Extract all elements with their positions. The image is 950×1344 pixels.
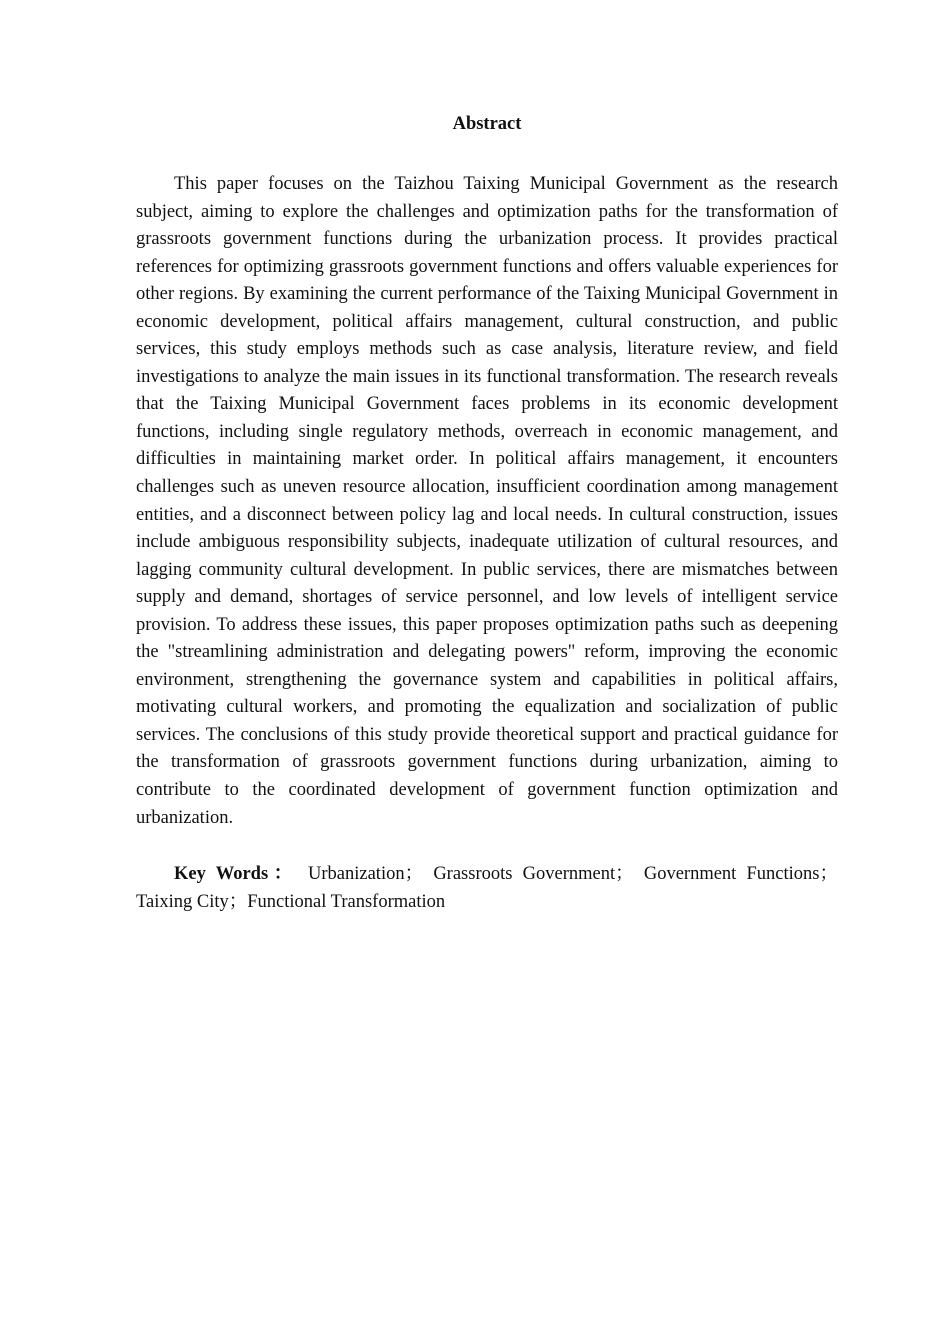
keyword-item: Government Functions xyxy=(643,864,820,885)
keyword-item: Taixing City xyxy=(136,891,229,912)
keyword-item: Functional Transformation xyxy=(247,891,446,912)
abstract-page xyxy=(136,112,838,916)
keyword-item: Grassroots Government xyxy=(433,864,616,885)
abstract-body: This paper focuses on the Taizhou Taixing Municipal Government as the research subject, aiming to explore the challenges and optimization paths for the transformation of grassroots government functions during the urbanization process. It provides practical references for optimizing grassroots government functions and offers valuable experiences for other regions. By examining the current performance of the Taixing Municipal Government in economic development, political affairs management, cultural construction, and public services, this study employs methods such as case analysis, literature review, and field investigations to analyze the main issues in its functional transformation. The research reveals that the Taixing Municipal Government faces problems in its economic development functions, including single regulatory methods, overreach in economic management, and difficulties in maintaining market order. In political affairs management, it encounters challenges such as uneven resource allocation, insufficient coordination among management entities, and a disconnect between policy lag and local needs. In cultural construction, issues include ambiguous responsibility subjects, inadequate utilization of cultural resources, and lagging community cultural development. In public services, there are mismatches between supply and demand, shortages of service personnel, and low levels of intelligent service provision. To address these issues, this paper proposes optimization paths such as deepening the "streamlining administration and delegating powers" reform, improving the economic environment, strengthening the governance system and capabilities in political affairs, motivating cultural workers, and promoting the equalization and socialization of public services. The conclusions of this study provide theoretical support and practical guidance for the transformation of grassroots government functions during urbanization, aiming to contribute to the coordinated development of government function optimization and urbanization. xyxy=(136,174,838,828)
keyword-item: Urbanization xyxy=(308,864,405,885)
keywords-line xyxy=(136,861,838,916)
keywords-label: Key Words xyxy=(174,864,269,885)
keywords-label-separator: ： xyxy=(268,864,298,885)
abstract-heading: Abstract xyxy=(452,114,522,134)
keyword-separator: ； xyxy=(615,864,634,885)
keyword-separator: ； xyxy=(819,864,839,885)
keyword-separator: ； xyxy=(228,891,248,912)
keyword-separator: ； xyxy=(404,864,424,885)
